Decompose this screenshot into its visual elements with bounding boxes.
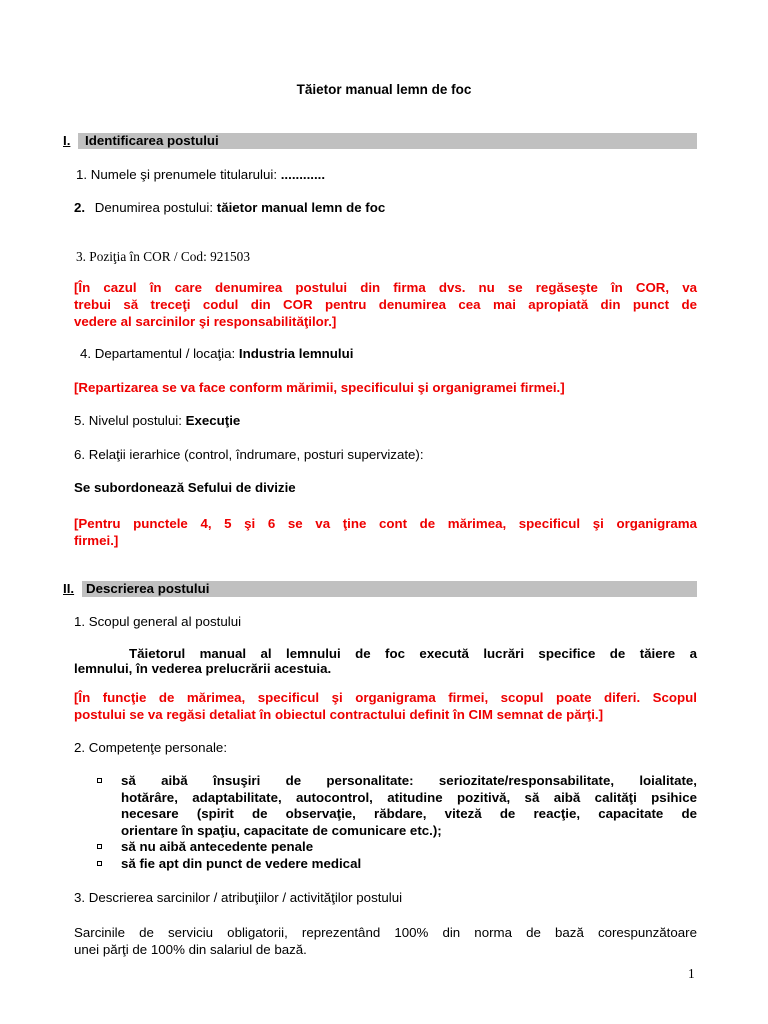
item-task-description: 3. Descrierea sarcinilor / atribuţiilor / activităţilor postului	[74, 890, 403, 905]
item-department	[80, 346, 353, 362]
tasks-line: Sarcinile de serviciu obligatorii, reprezentând 100% din norma de bază corespunzătoare	[74, 925, 697, 940]
note-line: [În cazul în care denumirea postului din firma dvs. nu se regăseşte în COR, va	[74, 280, 697, 295]
item-general-scope: 1. Scopul general al postului	[74, 614, 242, 629]
section-label: Descrierea postului	[86, 581, 210, 596]
square-bullet-icon	[97, 861, 102, 866]
scope-line: lemnului, în vederea prelucrării acestuia.	[74, 661, 332, 676]
section-bar	[82, 581, 697, 597]
list-line: să aibă însuşiri de personalitate: seriozitate/responsabilitate, loialitate,	[121, 773, 697, 788]
note-line: [În funcţie de mărimea, specificul şi organigrama firmei, scopul poate diferi. Scopul	[74, 690, 697, 705]
note-department: [Repartizarea se va face conform mărimii, specificului şi organigramei firmei.]	[74, 380, 565, 395]
item-holder-name	[76, 167, 325, 183]
item-number: 2.	[74, 200, 86, 215]
note-line: postului se va regăsi detaliat în obiectul contractului definit în CIM semnat de părţi.]	[74, 707, 604, 722]
item-value: tăietor manual lemn de foc	[216, 200, 386, 215]
list-line: orientare în spaţiu, capacitate de comunicare etc.);	[121, 822, 442, 838]
square-bullet-icon	[97, 844, 102, 849]
note-line: vedere al sarcinilor şi responsabilităţilor.]	[74, 314, 337, 329]
tasks-text	[74, 924, 697, 958]
note-line: [Pentru punctele 4, 5 şi 6 se va ţine cont de mărimea, specificul şi organigrama	[74, 516, 697, 531]
list-item-text	[121, 773, 697, 839]
section-number: I.	[63, 133, 71, 148]
document-title: Tăietor manual lemn de foc	[296, 82, 472, 97]
section-header-identification	[63, 133, 697, 149]
item-value: ............	[280, 167, 326, 182]
page-number: 1	[688, 966, 695, 981]
section-label: Identificarea postului	[85, 133, 219, 148]
square-bullet-icon	[97, 778, 102, 783]
scope-text	[74, 646, 697, 676]
list-item-text: să fie apt din punct de vedere medical	[121, 856, 362, 871]
item-cor-code: 3. Poziţia în COR / Cod: 921503	[76, 249, 250, 264]
tasks-line: unei părţi de 100% din salariul de bază.	[74, 942, 307, 957]
list-line: hotărâre, adaptabilitate, autocontrol, atitudine pozitivă, să aibă calităţi psihice	[121, 789, 697, 805]
note-cor	[74, 279, 697, 330]
list-line: necesare (spirit de observaţie, răbdare, viteză de reacţie, capacitate de	[121, 806, 697, 821]
list-item	[97, 856, 697, 872]
item-label: 1. Numele şi prenumele titularului:	[76, 167, 278, 182]
note-line: firmei.]	[74, 533, 119, 548]
section-bar	[78, 133, 697, 149]
scope-line: Tăietorul manual al lemnului de foc execută lucrări specifice de tăiere a	[129, 646, 697, 661]
section-header-description	[63, 581, 697, 597]
item-competences: 2. Competenţe personale:	[74, 740, 228, 755]
list-item-text: să nu aibă antecedente penale	[121, 839, 314, 854]
item-level	[74, 413, 240, 429]
item-label: 4. Departamentul / locaţia:	[80, 346, 236, 361]
note-line: trebui să treceţi codul din COR pentru denumirea cea mai apropiată din punct de	[74, 297, 697, 312]
item-value: Industria lemnului	[238, 346, 354, 361]
item-hierarchy: 6. Relaţii ierarhice (control, îndrumare, posturi supervizate):	[74, 447, 424, 462]
item-value: Execuţie	[185, 413, 241, 428]
list-item	[97, 839, 697, 855]
subordination-text: Se subordonează Sefului de divizie	[74, 480, 296, 495]
section-number: II.	[63, 581, 75, 596]
item-position-name	[74, 200, 385, 216]
note-scope	[74, 689, 697, 723]
list-item	[97, 773, 697, 839]
item-label: 5. Nivelul postului:	[74, 413, 182, 428]
note-points	[74, 515, 697, 549]
item-label: Denumirea postului:	[94, 200, 214, 215]
